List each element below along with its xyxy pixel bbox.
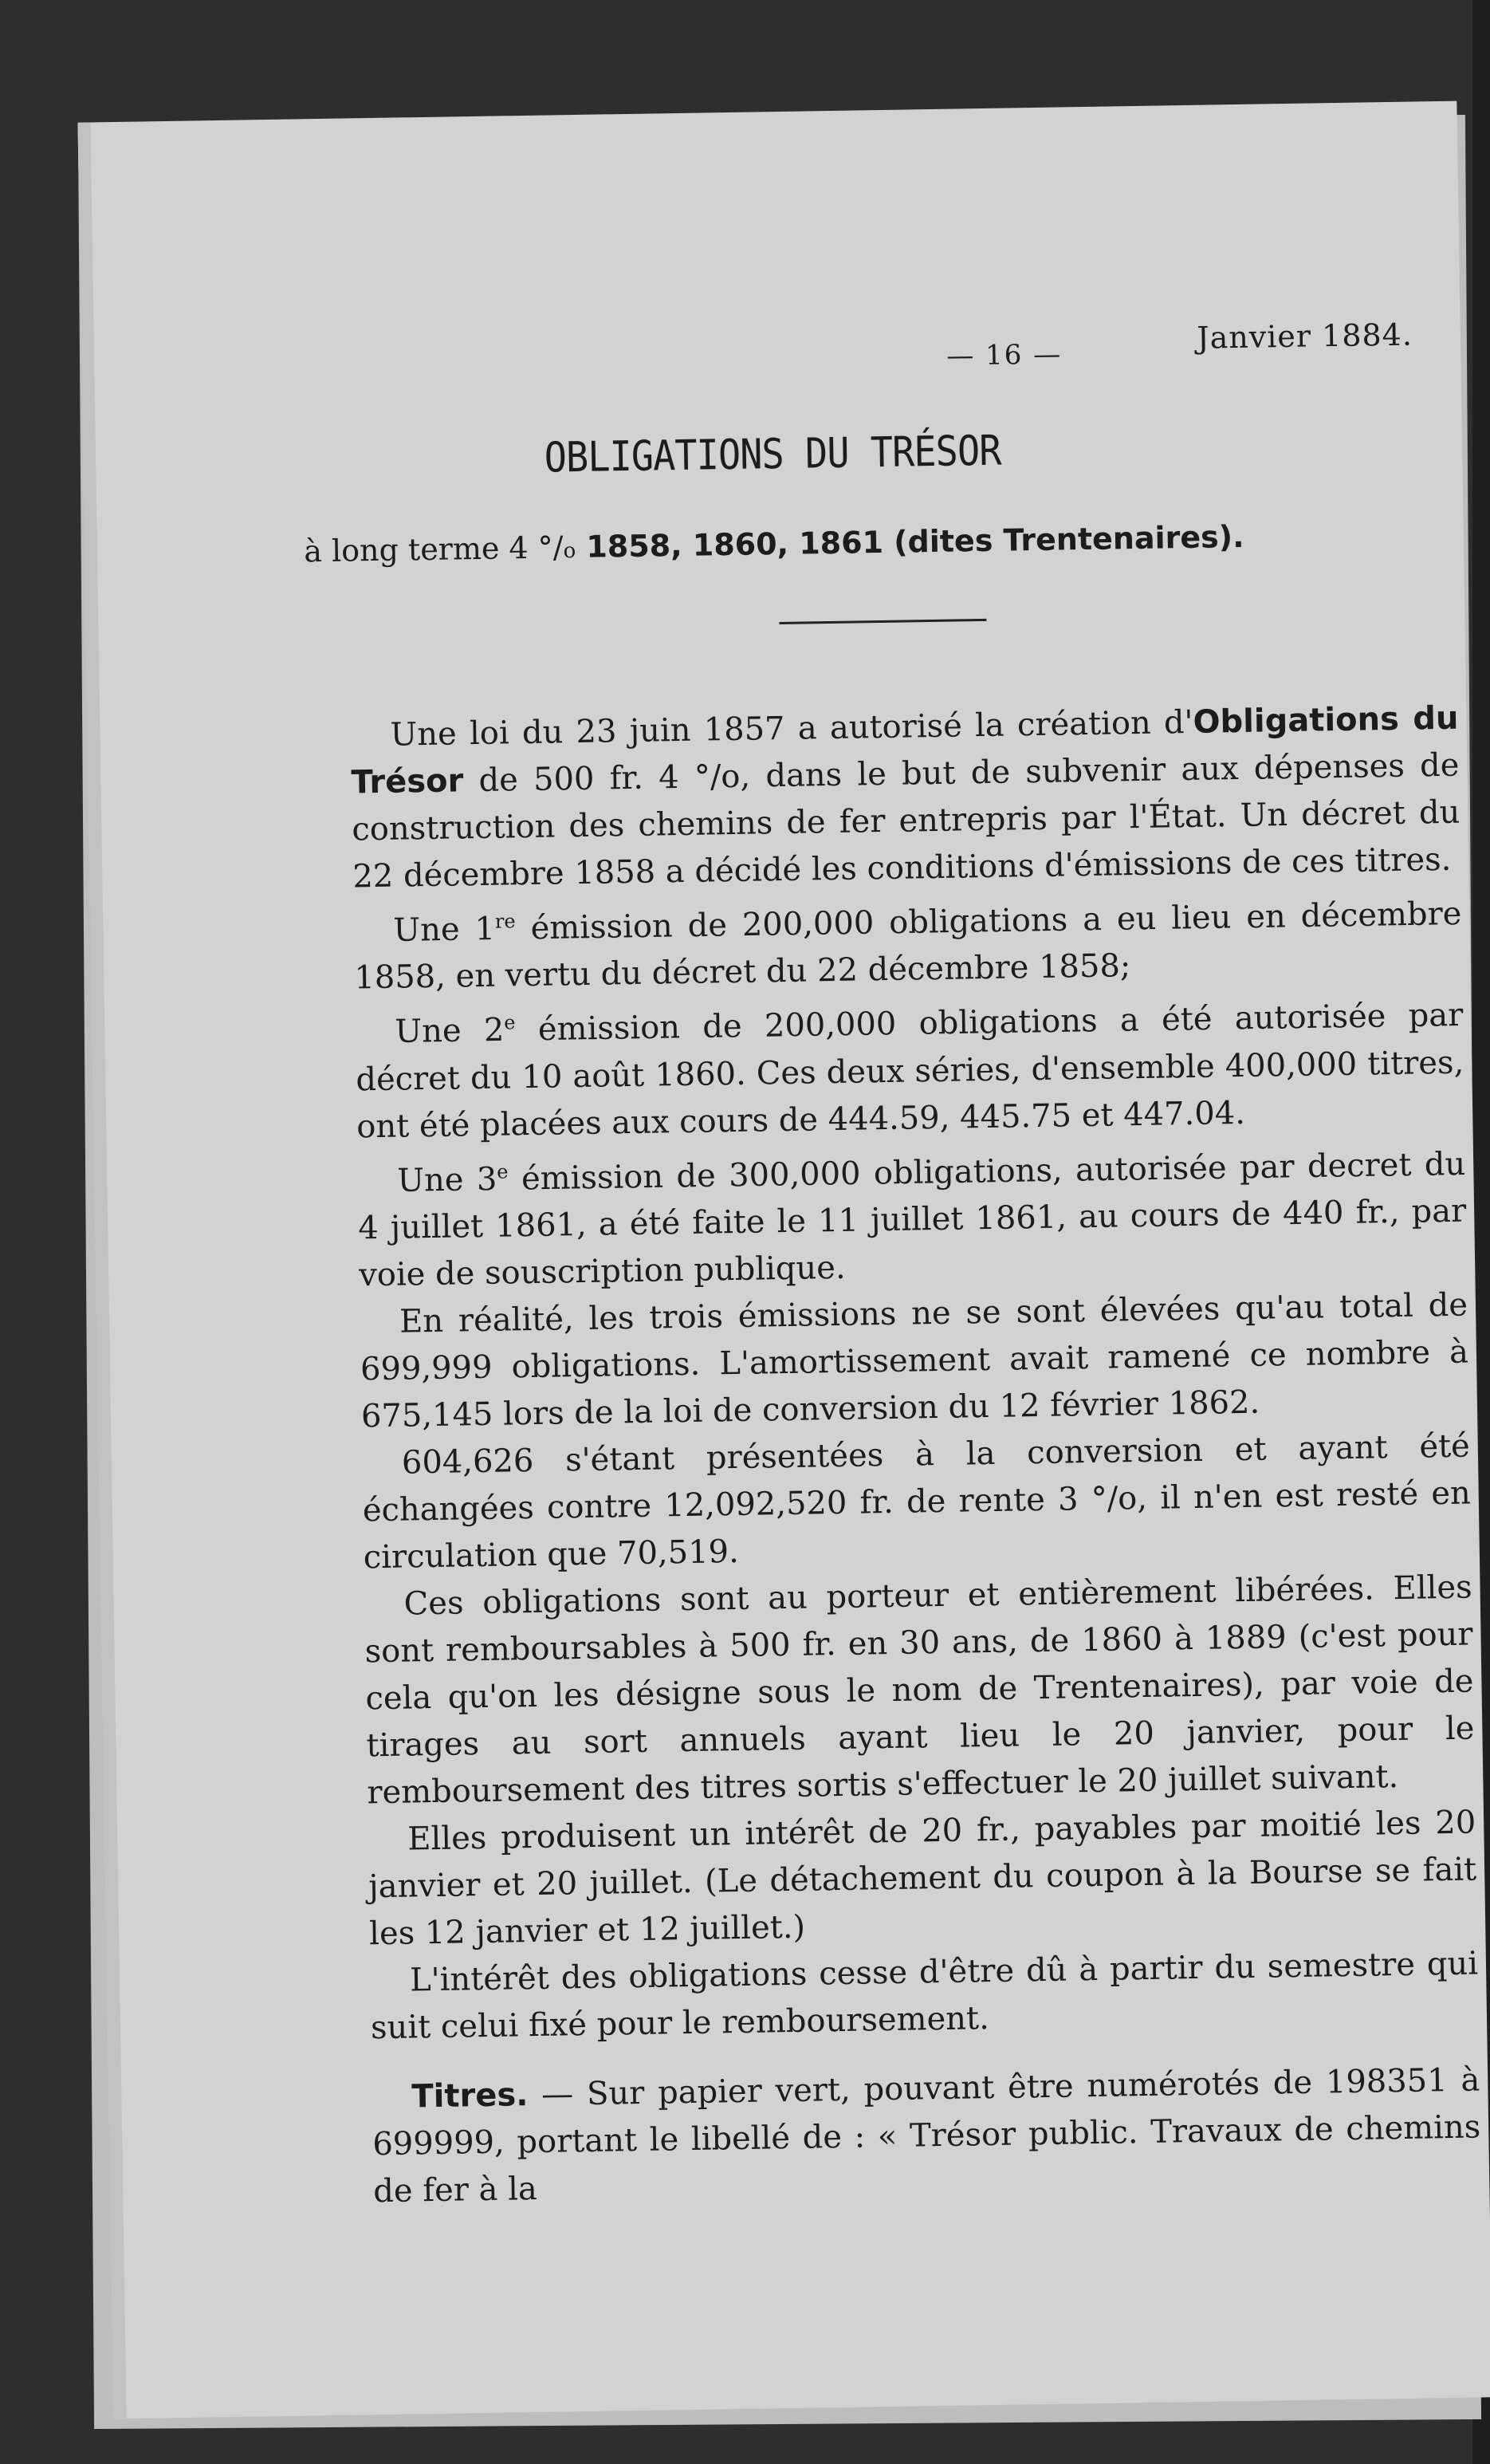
- paragraph-redemption: Ces obligations sont au porteur et entièrement libérées. Elles sont remboursables à 500 fr. en 30 ans, de 1860 à 1889 (c'est pour cela qu'on les désigne sous le nom de Trentenaires), par voie de tirages au sort annuels ayant lieu le 20 janvier, pour le remboursement des titres sortis s'effectuer le 20 juillet suivant.: [364, 1569, 1475, 1812]
- subtitle-years: 1858, 1860, 1861 (dites Trentenaires).: [575, 518, 1244, 565]
- body-text: [350, 695, 1481, 2216]
- bold-term: Obligations du Trésor: [351, 699, 1459, 801]
- paragraph-interest-end: L'intérêt des obligations cesse d'être dû à partir du semestre qui suit celui fixé pour le remboursement.: [370, 1945, 1479, 2047]
- paragraph-text: émission de 200,000 obligations a été autorisée par décret du 10 août 1860. Ces deux séries, d'ensemble 400,000 titres, ont été placées aux cours de 444.59, 445.75 et 447.04.: [356, 997, 1464, 1146]
- bold-term: Titres.: [411, 2076, 529, 2116]
- paragraph-total: En réalité, les trois émissions ne se sont élevées qu'au total de 699,999 obligations. L'amortissement avait ramené ce nombre à 675,145 lors de la loi de conversion du 12 février 1862.: [360, 1286, 1469, 1435]
- paragraph-text: émission de 200,000 obligations a eu lieu en décembre 1858, en vertu du décret du 22 décembre 1858;: [354, 895, 1462, 997]
- ordinal-suffix: re: [494, 910, 516, 933]
- paragraph-law: [350, 695, 1461, 901]
- ordinal-suffix: e: [497, 1160, 509, 1183]
- page-title: OBLIGATIONS DU TRÉSOR: [544, 427, 1001, 482]
- paragraph-text: — Sur papier vert, pouvant être numérotés de 198351 à 699999, portant le libellé de : « Trésor public. Travaux de chemins de fer à la: [372, 2061, 1481, 2210]
- subtitle-prefix: à long terme 4 °/: [303, 529, 564, 569]
- paragraph-text: de 500 fr. 4 °/o, dans le but de subvenir aux dépenses de construction des chemins de fer entrepris par l'État. Un décret du 22 décembre 1858 a décidé les conditions d'émissions de ces titres.: [352, 746, 1461, 895]
- paragraph-text: Une 1: [393, 910, 496, 949]
- document-page: [77, 101, 1490, 2419]
- paragraph-third-emission: [357, 1133, 1468, 1299]
- paragraph-conversion: 604,626 s'étant présentées à la conversion et ayant été échangées contre 12,092,520 fr. de rente 3 °/o, il n'en est resté en circulation que 70,519.: [362, 1427, 1472, 1576]
- paragraph-second-emission: [355, 985, 1465, 1151]
- subtitle-percent-o: o: [563, 539, 576, 564]
- paragraph-text: Une loi du 23 juin 1857 a autorisé la création d': [390, 703, 1193, 754]
- paragraph-text: émission de 300,000 obligations, autorisée par decret du 4 juillet 1861, a été faite le 11 juillet 1861, au cours de 440 fr., par voie de souscription publique.: [357, 1145, 1467, 1294]
- paragraph-interest: Elles produisent un intérêt de 20 fr., payables par moitié les 20 janvier et 20 juillet. (Le détachement du coupon à la Bourse se fait les 12 janvier et 12 juillet.): [368, 1804, 1477, 1953]
- page-subtitle: [85, 516, 1464, 573]
- title-divider: [779, 619, 986, 624]
- paragraph-first-emission: [353, 884, 1463, 1002]
- page-number: — 16 —: [946, 338, 1063, 372]
- paragraph-text: Une 3: [397, 1160, 497, 1199]
- paragraph-titres: [372, 2057, 1482, 2215]
- page-date: Janvier 1884.: [1197, 317, 1413, 356]
- paragraph-text: Une 2: [395, 1012, 505, 1051]
- ordinal-suffix: e: [504, 1011, 516, 1034]
